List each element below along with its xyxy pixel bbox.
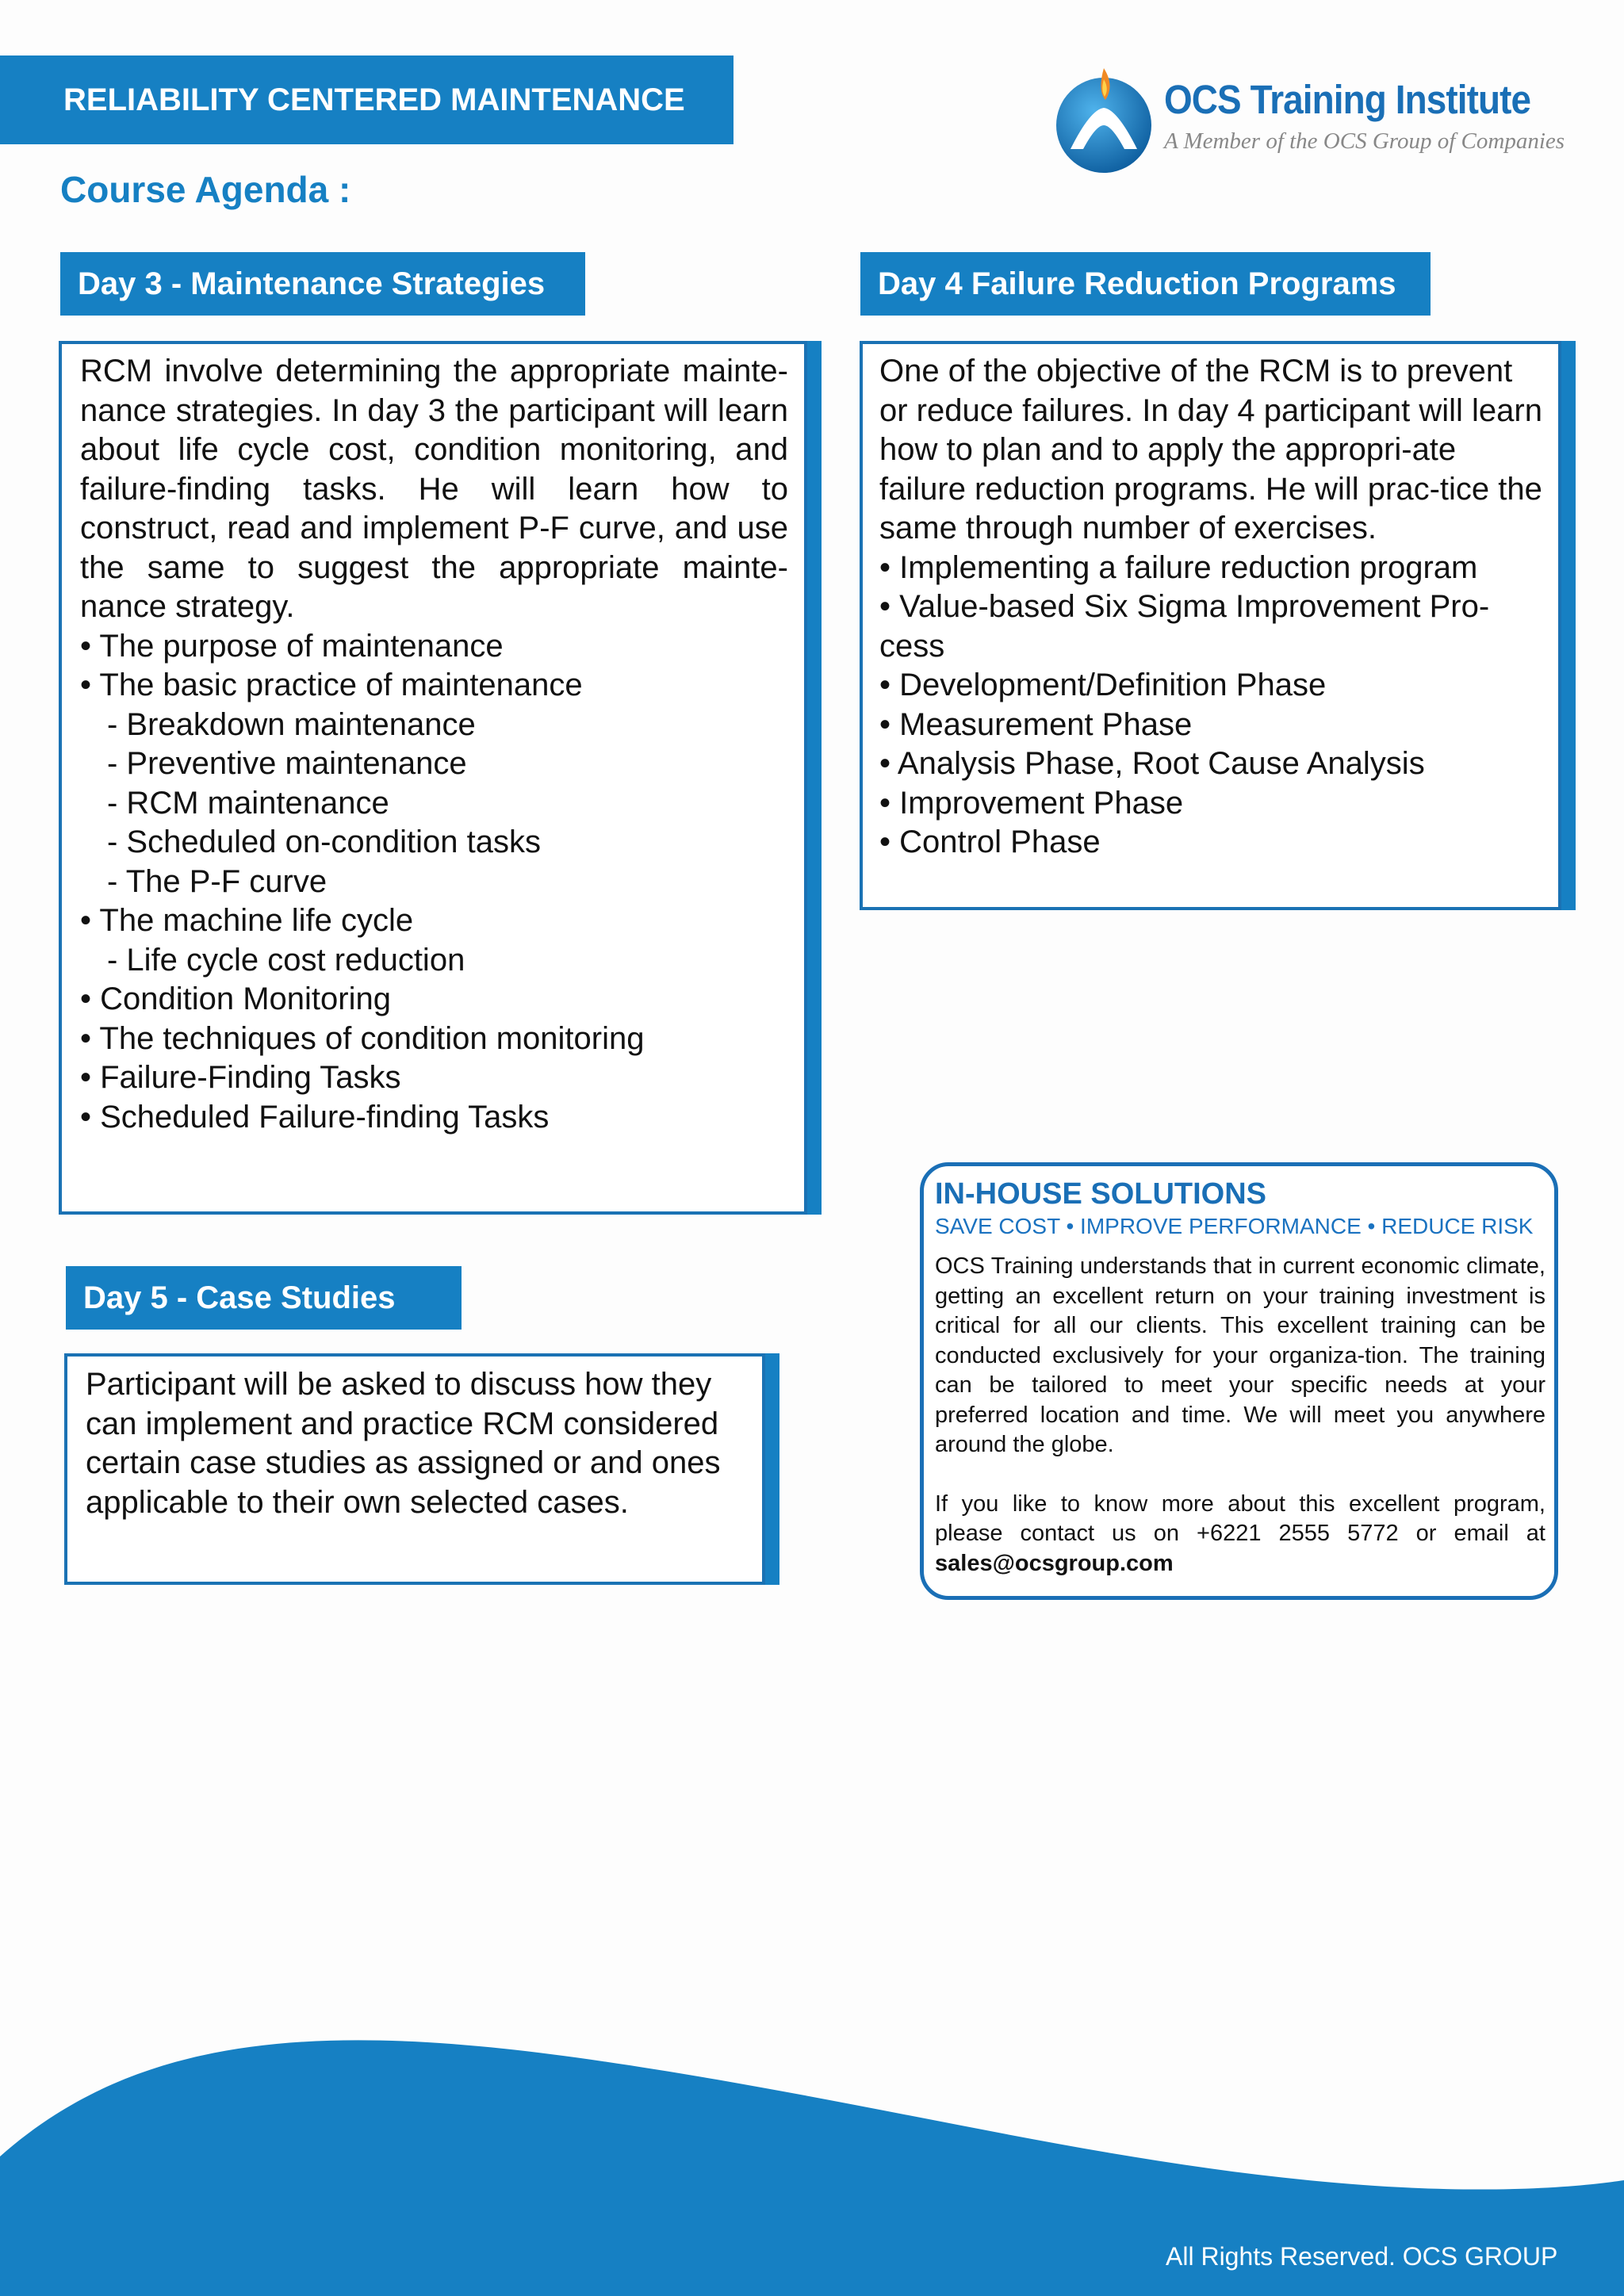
day4-intro: One of the objective of the RCM is to prevent or reduce failures. In day 4 participant will learn how to plan and to apply the appropri-ate failure reduction programs. He will prac-tice the same through number of exercises. — [879, 354, 1542, 545]
list-item: - Life cycle cost reduction — [107, 942, 465, 978]
list-item: • Analysis Phase, Root Cause Analysis — [879, 746, 1425, 781]
ocs-logo — [1055, 62, 1565, 177]
list-item: • Improvement Phase — [879, 785, 1184, 821]
list-item: - RCM maintenance — [107, 785, 389, 821]
list-item: • Control Phase — [879, 825, 1101, 859]
inhouse-paragraph: OCS Training understands that in current economic climate, getting an excellent return on your training investment is critical for all our clients. This excellent training can be conducted exclusively for your organiza-tion. The training can be tailored to meet your specific needs at your preferred location and time. We will meet you anywhere around the globe. — [935, 1253, 1545, 1457]
list-item: - The P-F curve — [107, 863, 327, 899]
day4-topic-list — [879, 549, 1544, 863]
list-item: • Scheduled Failure-finding Tasks — [80, 1099, 550, 1135]
list-item: • Measurement Phase — [879, 706, 1193, 742]
day5-text: Participant will be asked to discuss how they can implement and practice RCM considered certain case studies as assigned or and ones applicable to their own selected cases. — [86, 1367, 721, 1520]
list-item: • Implementing a failure reduction program — [879, 549, 1478, 585]
day4-heading: Day 4 Failure Reduction Programs — [860, 252, 1431, 316]
ocs-globe-icon — [1055, 62, 1158, 177]
inhouse-contact — [935, 1490, 1545, 1579]
sales-email-link[interactable]: sales@ocsgroup.com — [935, 1550, 1174, 1576]
list-item: • Failure-Finding Tasks — [80, 1060, 401, 1095]
course-agenda-title: Course Agenda : — [60, 169, 351, 210]
inhouse-solutions-box — [920, 1162, 1558, 1600]
logo-tagline: A Member of the OCS Group of Companies — [1164, 128, 1565, 154]
list-item: • Condition Monitoring — [80, 982, 391, 1016]
inhouse-subtitle: SAVE COST • IMPROVE PERFORMANCE • REDUCE RISK — [935, 1214, 1534, 1238]
list-item: • The machine life cycle — [80, 903, 414, 938]
inhouse-body — [935, 1252, 1545, 1578]
footer-copyright: All Rights Reserved. OCS GROUP — [1166, 2242, 1558, 2271]
list-item: - Scheduled on-condition tasks — [107, 825, 541, 859]
day3-topic-list — [80, 627, 788, 1138]
day3-heading: Day 3 - Maintenance Strategies — [60, 252, 585, 316]
inhouse-title: IN-HOUSE SOLUTIONS — [935, 1177, 1267, 1211]
logo-name: OCS Training Institute — [1164, 77, 1531, 122]
list-item: - Breakdown maintenance — [107, 706, 476, 742]
list-item: • The purpose of maintenance — [80, 628, 504, 664]
list-item: • Development/Definition Phase — [879, 668, 1327, 702]
list-item: • The basic practice of maintenance — [80, 668, 583, 702]
inhouse-contact-text: If you like to know more about this excellent program, please contact us on +6221 2555 5772 or email at — [935, 1490, 1545, 1546]
day3-intro: RCM involve determining the appropriate mainte-nance strategies. In day 3 the participant will learn about life cycle cost, condition monitoring, and failure-finding tasks. He will learn how to construct, read and implement P-F curve, and use the same to suggest the appropriate mainte-nance strategy. — [80, 354, 788, 624]
list-item: • The techniques of condition monitoring — [80, 1020, 645, 1056]
day3-content — [80, 352, 788, 1137]
day4-content — [879, 352, 1544, 863]
day5-heading: Day 5 - Case Studies — [66, 1266, 462, 1330]
list-item: • Value-based Six Sigma Improvement Pro-cess — [879, 589, 1490, 664]
title-banner: RELIABILITY CENTERED MAINTENANCE — [0, 55, 733, 144]
list-item: - Preventive maintenance — [107, 746, 467, 781]
